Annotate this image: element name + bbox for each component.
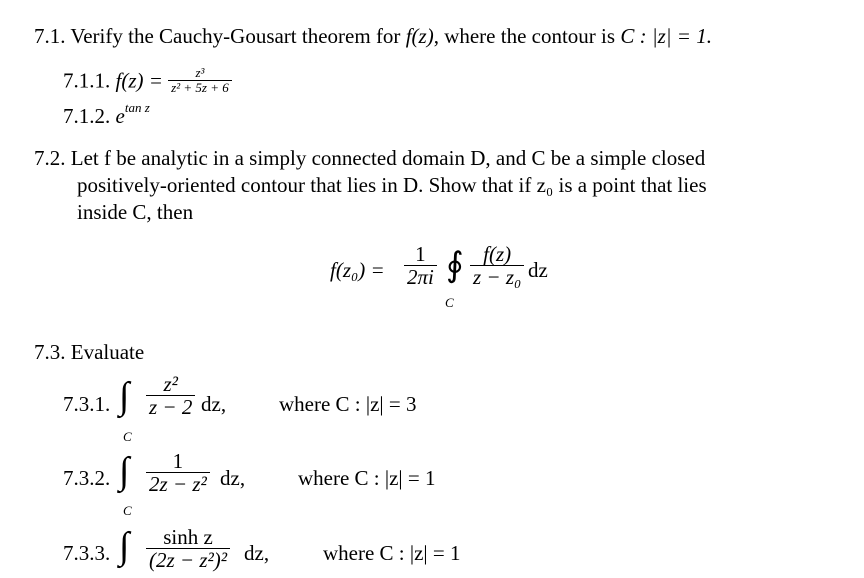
problem-text-line-3: inside C, then	[77, 200, 194, 224]
fraction-denominator: (2z − z²)²	[146, 548, 230, 572]
problem-text: Evaluate	[70, 340, 145, 364]
contour-condition: where C : |z| = 1	[298, 466, 436, 490]
fraction-denominator: z² + 5z + 6	[168, 80, 232, 95]
problem-number: 7.1.	[34, 24, 66, 48]
integral-subscript: C	[445, 295, 454, 310]
problem-7-1	[34, 24, 712, 49]
fraction-integrand	[146, 373, 195, 419]
integral-sign: ∫	[119, 375, 130, 417]
problem-number: 7.3.3.	[63, 541, 111, 565]
problem-number: 7.1.2.	[63, 104, 111, 128]
subproblem-7-1-2	[63, 100, 150, 129]
fraction-constant	[404, 243, 437, 289]
fraction	[168, 66, 232, 95]
fraction-numerator: z²	[163, 372, 178, 396]
fraction-numerator: sinh z	[163, 525, 213, 549]
fraction-denominator: z − z₀	[470, 265, 524, 289]
problem-text: Verify the Cauchy-Gousart theorem for	[70, 24, 401, 48]
fraction-denominator: 2z − z²	[146, 472, 210, 496]
fraction-numerator: z³	[195, 65, 205, 80]
problem-7-2	[34, 146, 705, 171]
fraction-denominator: z − 2	[146, 395, 195, 419]
integral-sign: ∫	[119, 450, 130, 492]
integral-sign: ∫	[119, 525, 130, 567]
contour-integral-sign: ∮	[446, 247, 464, 284]
equation-lhs: f(z₀) =	[330, 258, 385, 282]
problem-text: , where the contour is	[433, 24, 616, 48]
contour-condition: where C : |z| = 1	[323, 541, 461, 565]
problem-number: 7.2.	[34, 146, 66, 170]
contour-condition: where C : |z| = 3	[279, 392, 417, 416]
fraction-integrand	[146, 526, 230, 572]
math-base: e	[115, 104, 125, 128]
problem-text-line-1: Let f be analytic in a simply connected domain D, and C be a simple closed	[70, 146, 706, 170]
problem-number: 7.3.2.	[63, 466, 111, 490]
fraction-integrand	[470, 243, 524, 289]
problem-number: 7.1.1.	[63, 68, 111, 93]
differential: dz	[528, 258, 548, 282]
problem-number: 7.3.	[34, 340, 66, 364]
math-fz: f(z)	[405, 24, 434, 48]
problem-number: 7.3.1.	[63, 392, 111, 416]
differential: dz,	[244, 541, 270, 565]
problem-7-3	[34, 340, 144, 365]
subproblem-7-3-3	[63, 541, 110, 566]
subproblem-7-3-2	[63, 466, 110, 491]
fraction-numerator: 1	[172, 449, 184, 473]
fraction-numerator: f(z)	[483, 242, 512, 266]
subproblem-7-1-1	[63, 65, 232, 97]
subproblem-7-3-1	[63, 392, 110, 417]
problem-text-line-2: positively-oriented contour that lies in D. Show that if z₀ is a point that lies	[77, 173, 707, 197]
differential: dz,	[220, 466, 246, 490]
math-lhs: f(z) =	[115, 68, 163, 93]
math-exponent: tan z	[124, 100, 150, 115]
differential: dz,	[201, 392, 227, 416]
contour-condition: C : |z| = 1.	[620, 24, 712, 48]
fraction-denominator: 2πi	[404, 265, 437, 289]
fraction-integrand	[146, 450, 210, 496]
integral-subscript: C	[123, 429, 132, 444]
fraction-numerator: 1	[415, 242, 426, 266]
integral-subscript: C	[123, 503, 132, 518]
